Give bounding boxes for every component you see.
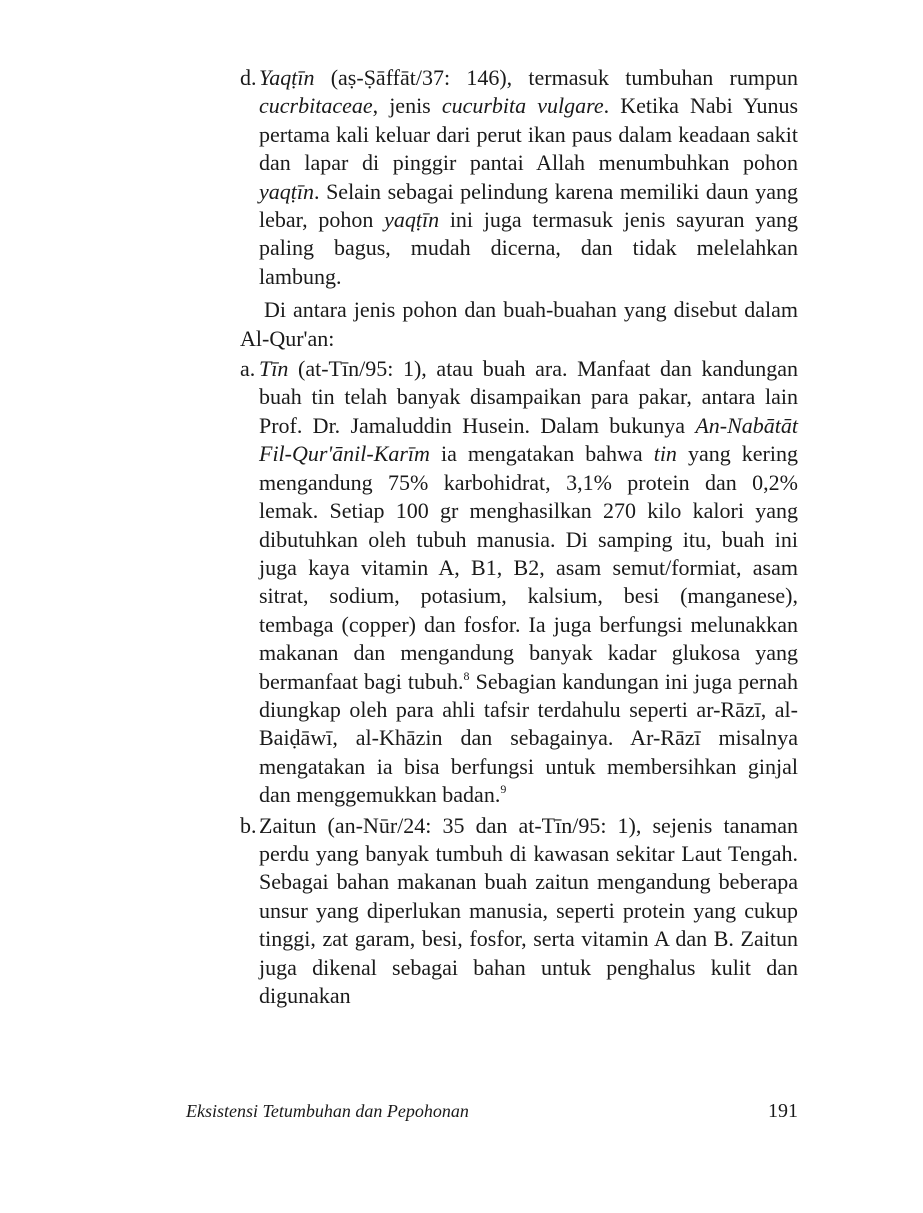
book-title: An-Nabātāt Fil-Qur'ānil-Karīm [259, 412, 798, 467]
list-item-b [240, 812, 798, 1011]
item-d-text: Yaqṭīn (aṣ-Ṣāffāt/37: 146), termasuk tumbuhan rumpun cucrbitaceae, jenis cucurbita vulgare. Ketika Nabi Yunus pertama kali keluar dari perut ikan paus dalam keadaan sakit dan lapar di pinggir pantai Allah menumbuhkan pohon yaqṭīn. Selain sebagai pelindung karena memiliki daun yang lebar, pohon yaqṭīn ini juga termasuk jenis sayuran yang paling bagus, mudah dicerna, dan tidak melelahkan lambung. [259, 65, 798, 289]
list-marker: a. [240, 356, 256, 382]
footnote-ref-9[interactable]: 9 [500, 782, 507, 797]
list-item-d [240, 64, 798, 291]
page-number: 191 [768, 1100, 798, 1122]
list-marker: d. [240, 65, 257, 90]
term-tin: Tīn [259, 356, 289, 382]
term-yaqtin: Yaqṭīn [259, 65, 315, 90]
item-b-text: Zaitun (an-Nūr/24: 35 dan at-Tīn/95: 1), sejenis tanaman perdu yang banyak tumbuh di kawasan sekitar Laut Tengah. Sebagai bahan makanan buah zaitun mengandung beberapa unsur yang diperlukan manusia, seperti protein yang cukup tinggi, zat garam, besi, fosfor, serta vitamin A dan B. Zaitun juga dikenal sebagai bahan untuk penghalus kulit dan digunakan [259, 812, 798, 1008]
intro-paragraph: Di antara jenis pohon dan buah-buahan yang disebut dalam Al-Qur'an: [240, 297, 798, 351]
page-body [240, 64, 798, 1010]
item-a-text: Tīn (at-Tīn/95: 1), atau buah ara. Manfaat dan kandungan buah tin telah banyak disampaikan para pakar, antara lain Prof. Dr. Jamaluddin Husein. Dalam bukunya An-Nabātāt Fil-Qur'ānil-Karīm ia mengatakan bahwa tin yang kering mengandung 75% karbohidrat, 3,1% protein dan 0,2% lemak. Setiap 100 gr menghasilkan 270 kilo kalori yang dibutuhkan oleh tubuh manusia. Di samping itu, buah ini juga kaya vitamin A, B1, B2, asam semut/formiat, asam sitrat, sodium, potasium, kalsium, besi (manganese), tembaga (copper) dan fosfor. Ia juga berfungsi melunakkan makanan dan mengandung banyak kadar glukosa yang bermanfaat bagi tubuh.$^8$ Sebagian kandungan ini juga pernah diungkap oleh para ahli tafsir terdahulu seperti ar-Rāzī, al-Baiḍāwī, al-Khāzin dan sebagainya. Ar-Rāzī misalnya mengatakan ia bisa berfungsi untuk membersihkan ginjal dan menggemukkan badan.$^9$ [259, 356, 798, 808]
footnote-ref-8[interactable]: 8 [463, 668, 470, 683]
term-species: cucurbita vulgare [441, 93, 604, 119]
running-footer-title: Eksistensi Tetumbuhan dan Pepohonan [186, 1101, 469, 1121]
term-family: cucrbitaceae [259, 93, 373, 119]
list-item-a [240, 355, 798, 810]
list-marker: b. [240, 812, 257, 838]
